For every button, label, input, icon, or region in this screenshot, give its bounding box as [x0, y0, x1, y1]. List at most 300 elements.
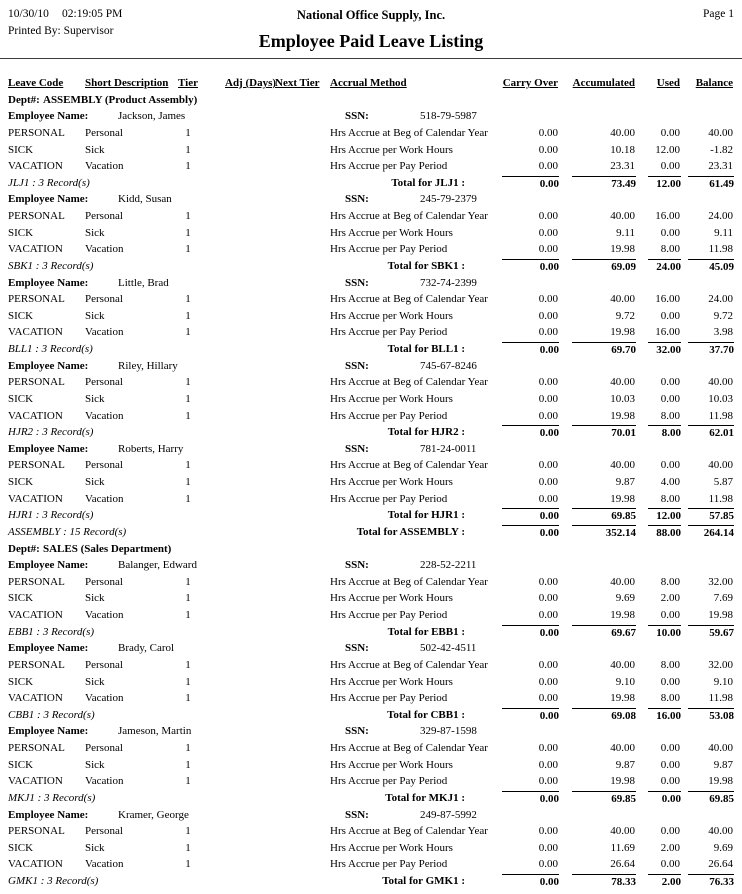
accrual-method: Hrs Accrue at Beg of Calendar Year [330, 210, 488, 222]
total-balance: 61.49 [688, 176, 734, 192]
total-carry-over: 0.00 [502, 425, 559, 441]
accumulated-value: 40.00 [610, 376, 635, 389]
accumulated-value: 26.64 [610, 858, 635, 871]
accrual-method: Hrs Accrue per Pay Period [330, 775, 448, 788]
header-gap [0, 59, 742, 76]
dept-total-row [0, 525, 742, 542]
dept-label: Dept#: [8, 93, 40, 106]
leave-code: SICK [8, 841, 34, 854]
leave-tier: 1 [185, 226, 191, 239]
employee-name: Brady, Carol [118, 642, 175, 655]
leave-code: PERSONAL [8, 293, 65, 306]
employee-row [0, 192, 742, 209]
total-balance: 264.14 [688, 525, 734, 541]
carry-over-value: 0.00 [538, 675, 558, 688]
leave-code: SICK [8, 476, 34, 488]
carry-over-value: 0.00 [538, 609, 558, 621]
accrual-method: Hrs Accrue per Work Hours [330, 758, 453, 771]
ssn-label: SSN: [345, 808, 369, 821]
accumulated-value: 19.98 [610, 609, 635, 621]
leave-row [0, 492, 742, 509]
leave-row [0, 675, 742, 692]
leave-code: SICK [8, 675, 34, 688]
leave-tier: 1 [185, 758, 191, 771]
leave-description: Vacation [85, 492, 124, 505]
total-balance: 53.08 [688, 708, 734, 724]
leave-row [0, 691, 742, 708]
accrual-method: Hrs Accrue per Work Hours [330, 476, 453, 488]
leave-tier: 1 [185, 210, 191, 222]
leave-code: SICK [8, 758, 34, 771]
employee-row [0, 641, 742, 658]
leave-row [0, 575, 742, 592]
carry-over-value: 0.00 [538, 476, 558, 488]
accrual-method: Hrs Accrue at Beg of Calendar Year [330, 126, 488, 139]
accumulated-value: 40.00 [610, 126, 635, 139]
balance-value: 40.00 [708, 126, 733, 139]
leave-description: Sick [85, 309, 105, 322]
used-value: 0.00 [660, 609, 680, 621]
balance-value: 40.00 [708, 459, 733, 472]
total-label: Total for JLJ1 : [391, 176, 465, 189]
leave-tier: 1 [185, 293, 191, 306]
balance-value: 24.00 [708, 210, 733, 222]
leave-row [0, 292, 742, 309]
ssn-value: 502-42-4511 [420, 642, 477, 655]
ssn-label: SSN: [345, 642, 369, 655]
used-value: 0.00 [660, 376, 680, 389]
balance-value: 3.98 [713, 326, 733, 339]
total-carry-over: 0.00 [502, 525, 559, 541]
page-number: Page 1 [703, 8, 734, 20]
accrual-method: Hrs Accrue at Beg of Calendar Year [330, 575, 488, 588]
employee-total-row [0, 708, 742, 725]
carry-over-value: 0.00 [538, 592, 558, 605]
total-carry-over: 0.00 [502, 874, 559, 890]
leave-description: Personal [85, 210, 123, 222]
carry-over-value: 0.00 [538, 126, 558, 139]
printed-by: Printed By: Supervisor [8, 25, 114, 37]
employee-name: Jameson, Martin [118, 725, 192, 738]
carry-over-value: 0.00 [538, 575, 558, 588]
total-balance: 37.70 [688, 342, 734, 358]
used-value: 0.00 [660, 309, 680, 322]
record-count-note: ASSEMBLY : 15 Record(s) [8, 525, 127, 538]
total-used: 12.00 [648, 508, 681, 524]
used-value: 0.00 [660, 160, 680, 173]
total-accumulated: 69.08 [572, 708, 636, 724]
used-value: 0.00 [660, 226, 680, 239]
carry-over-value: 0.00 [538, 226, 558, 239]
used-value: 0.00 [660, 392, 680, 405]
total-carry-over: 0.00 [502, 342, 559, 358]
leave-code: PERSONAL [8, 210, 65, 222]
employee-name-label: Employee Name: [8, 559, 89, 572]
leave-code: PERSONAL [8, 825, 65, 838]
leave-tier: 1 [185, 775, 191, 788]
total-accumulated: 70.01 [572, 425, 636, 441]
accumulated-value: 10.03 [610, 392, 635, 405]
total-accumulated: 69.09 [572, 259, 636, 275]
leave-code: PERSONAL [8, 575, 65, 588]
accrual-method: Hrs Accrue per Pay Period [330, 243, 448, 256]
leave-row [0, 824, 742, 841]
used-value: 0.00 [660, 742, 680, 754]
leave-tier: 1 [185, 858, 191, 871]
leave-tier: 1 [185, 476, 191, 488]
accrual-method: Hrs Accrue per Work Hours [330, 309, 453, 322]
total-label: Total for HJR1 : [387, 509, 465, 522]
total-used: 8.00 [648, 425, 681, 441]
leave-row [0, 741, 742, 758]
total-used: 88.00 [648, 525, 681, 541]
total-used: 24.00 [648, 259, 681, 275]
accrual-method: Hrs Accrue at Beg of Calendar Year [330, 742, 488, 754]
carry-over-value: 0.00 [538, 459, 558, 472]
leave-description: Personal [85, 825, 123, 838]
carry-over-value: 0.00 [538, 326, 558, 339]
carry-over-value: 0.00 [538, 825, 558, 838]
employee-row [0, 808, 742, 825]
employee-total-row [0, 259, 742, 276]
total-balance: 69.85 [688, 791, 734, 807]
leave-description: Personal [85, 459, 123, 472]
total-label: Total for CBB1 : [387, 708, 465, 721]
total-label: Total for HJR2 : [387, 426, 465, 439]
ssn-value: 518-79-5987 [420, 110, 477, 123]
accrual-method: Hrs Accrue per Pay Period [330, 409, 448, 422]
accrual-method: Hrs Accrue per Pay Period [330, 326, 448, 339]
leave-description: Sick [85, 392, 105, 405]
balance-value: 11.98 [708, 243, 733, 256]
leave-tier: 1 [185, 376, 191, 389]
ssn-label: SSN: [345, 193, 369, 206]
employee-name-label: Employee Name: [8, 442, 89, 455]
leave-tier: 1 [185, 742, 191, 754]
total-carry-over: 0.00 [502, 625, 559, 641]
accumulated-value: 19.98 [610, 692, 635, 705]
leave-row [0, 608, 742, 625]
accrual-method: Hrs Accrue per Work Hours [330, 841, 453, 854]
carry-over-value: 0.00 [538, 841, 558, 854]
leave-tier: 1 [185, 592, 191, 605]
used-value: 0.00 [660, 825, 680, 838]
carry-over-value: 0.00 [538, 309, 558, 322]
accumulated-value: 40.00 [610, 459, 635, 472]
leave-description: Vacation [85, 609, 124, 621]
leave-tier: 1 [185, 143, 191, 156]
leave-row [0, 159, 742, 176]
accrual-method: Hrs Accrue per Pay Period [330, 492, 448, 505]
leave-code: SICK [8, 226, 34, 239]
carry-over-value: 0.00 [538, 658, 558, 671]
total-accumulated: 69.85 [572, 508, 636, 524]
leave-row [0, 126, 742, 143]
col-next-tier: Next Tier [275, 77, 320, 89]
employee-total-row [0, 625, 742, 642]
col-adj-days: Adj (Days) [225, 77, 277, 89]
total-balance: 62.01 [688, 425, 734, 441]
accrual-method: Hrs Accrue per Work Hours [330, 392, 453, 405]
leave-code: VACATION [8, 858, 63, 871]
balance-value: 7.69 [713, 592, 733, 605]
total-label: Total for SBK1 : [387, 259, 465, 272]
accumulated-value: 40.00 [610, 825, 635, 838]
accumulated-value: 40.00 [610, 742, 635, 754]
ssn-value: 732-74-2399 [420, 276, 477, 289]
header-divider [0, 58, 742, 59]
employee-name: Little, Brad [118, 276, 169, 289]
total-accumulated: 73.49 [572, 176, 636, 192]
employee-name-label: Employee Name: [8, 276, 89, 289]
balance-value: 5.87 [713, 476, 733, 488]
col-accumulated: Accumulated [572, 77, 635, 89]
accrual-method: Hrs Accrue per Work Hours [330, 226, 453, 239]
accrual-method: Hrs Accrue per Work Hours [330, 143, 453, 156]
leave-row [0, 658, 742, 675]
balance-value: 9.72 [713, 309, 733, 322]
total-carry-over: 0.00 [502, 708, 559, 724]
leave-row [0, 242, 742, 259]
employee-row [0, 442, 742, 459]
leave-description: Sick [85, 675, 105, 688]
balance-value: 11.98 [708, 692, 733, 705]
leave-description: Sick [85, 841, 105, 854]
employee-row [0, 109, 742, 126]
print-date: 10/30/10 [8, 8, 49, 20]
total-balance: 59.67 [688, 625, 734, 641]
col-accrual-method: Accrual Method [330, 77, 407, 89]
leave-description: Vacation [85, 243, 124, 256]
accrual-method: Hrs Accrue at Beg of Calendar Year [330, 376, 488, 389]
used-value: 0.00 [660, 126, 680, 139]
leave-tier: 1 [185, 309, 191, 322]
carry-over-value: 0.00 [538, 160, 558, 173]
leave-tier: 1 [185, 841, 191, 854]
leave-code: VACATION [8, 409, 63, 422]
total-carry-over: 0.00 [502, 176, 559, 192]
total-used: 12.00 [648, 176, 681, 192]
used-value: 8.00 [660, 658, 680, 671]
leave-code: VACATION [8, 243, 63, 256]
record-count-note: HJR1 : 3 Record(s) [8, 509, 94, 522]
employee-total-row [0, 425, 742, 442]
leave-description: Vacation [85, 409, 124, 422]
employee-total-row [0, 874, 742, 891]
total-label: Total for EBB1 : [387, 625, 465, 638]
ssn-value: 329-87-1598 [420, 725, 477, 738]
balance-value: 11.98 [708, 492, 733, 505]
leave-description: Sick [85, 476, 105, 488]
leave-description: Sick [85, 143, 105, 156]
used-value: 0.00 [660, 775, 680, 788]
leave-description: Sick [85, 592, 105, 605]
leave-code: PERSONAL [8, 742, 65, 754]
accrual-method: Hrs Accrue per Pay Period [330, 858, 448, 871]
leave-description: Personal [85, 293, 123, 306]
leave-code: PERSONAL [8, 459, 65, 472]
carry-over-value: 0.00 [538, 243, 558, 256]
leave-row [0, 226, 742, 243]
leave-row [0, 392, 742, 409]
used-value: 8.00 [660, 492, 680, 505]
leave-row [0, 409, 742, 426]
balance-value: 9.10 [713, 675, 733, 688]
balance-value: -1.82 [710, 143, 733, 156]
dept-name: SALES (Sales Department) [43, 542, 172, 555]
used-value: 16.00 [655, 210, 680, 222]
leave-code: SICK [8, 592, 34, 605]
balance-value: 40.00 [708, 825, 733, 838]
leave-code: VACATION [8, 492, 63, 505]
balance-value: 11.98 [708, 409, 733, 422]
leave-tier: 1 [185, 492, 191, 505]
leave-description: Personal [85, 658, 123, 671]
employee-name-label: Employee Name: [8, 193, 89, 206]
accumulated-value: 9.87 [615, 758, 635, 771]
col-balance: Balance [695, 77, 733, 89]
accrual-method: Hrs Accrue per Work Hours [330, 675, 453, 688]
carry-over-value: 0.00 [538, 775, 558, 788]
accumulated-value: 40.00 [610, 293, 635, 306]
record-count-note: HJR2 : 3 Record(s) [8, 426, 94, 439]
report-title: Employee Paid Leave Listing [258, 31, 484, 51]
leave-description: Sick [85, 226, 105, 239]
total-label: Total for ASSEMBLY : [356, 525, 465, 538]
balance-value: 26.64 [708, 858, 733, 871]
leave-code: VACATION [8, 609, 63, 621]
total-balance: 76.33 [688, 874, 734, 890]
accumulated-value: 40.00 [610, 658, 635, 671]
col-used: Used [656, 77, 680, 89]
total-used: 16.00 [648, 708, 681, 724]
leave-code: VACATION [8, 326, 63, 339]
used-value: 0.00 [660, 459, 680, 472]
carry-over-value: 0.00 [538, 742, 558, 754]
ssn-label: SSN: [345, 559, 369, 572]
employee-row [0, 724, 742, 741]
used-value: 4.00 [660, 476, 680, 488]
employee-name-label: Employee Name: [8, 808, 89, 821]
report-header [0, 0, 742, 59]
used-value: 16.00 [655, 326, 680, 339]
leave-description: Vacation [85, 692, 124, 705]
leave-tier: 1 [185, 409, 191, 422]
employee-total-row [0, 176, 742, 193]
used-value: 8.00 [660, 575, 680, 588]
balance-value: 23.31 [708, 160, 733, 173]
leave-description: Personal [85, 742, 123, 754]
used-value: 0.00 [660, 675, 680, 688]
used-value: 16.00 [655, 293, 680, 306]
accumulated-value: 9.72 [615, 309, 635, 322]
total-label: Total for GMK1 : [382, 875, 465, 887]
employee-name: Kramer, George [118, 808, 189, 821]
dept-row [0, 542, 742, 559]
carry-over-value: 0.00 [538, 392, 558, 405]
total-accumulated: 69.67 [572, 625, 636, 641]
accrual-method: Hrs Accrue at Beg of Calendar Year [330, 459, 488, 472]
total-accumulated: 78.33 [572, 874, 636, 890]
leave-row [0, 143, 742, 160]
leave-row [0, 591, 742, 608]
employee-name-label: Employee Name: [8, 725, 89, 738]
ssn-value: 245-79-2379 [420, 193, 477, 206]
used-value: 2.00 [660, 841, 680, 854]
dept-label: Dept#: [8, 542, 40, 555]
employee-name-label: Employee Name: [8, 110, 89, 123]
accrual-method: Hrs Accrue at Beg of Calendar Year [330, 293, 488, 306]
ssn-label: SSN: [345, 359, 369, 372]
record-count-note: MKJ1 : 3 Record(s) [8, 791, 96, 804]
record-count-note: CBB1 : 3 Record(s) [8, 708, 95, 721]
total-accumulated: 69.70 [572, 342, 636, 358]
balance-value: 10.03 [708, 392, 733, 405]
leave-code: SICK [8, 392, 34, 405]
accumulated-value: 9.87 [615, 476, 635, 488]
employee-row [0, 276, 742, 293]
employee-name: Roberts, Harry [118, 442, 184, 455]
leave-tier: 1 [185, 160, 191, 173]
leave-description: Personal [85, 376, 123, 389]
dept-row [0, 93, 742, 110]
leave-tier: 1 [185, 825, 191, 838]
used-value: 0.00 [660, 758, 680, 771]
accumulated-value: 9.11 [616, 226, 635, 239]
ssn-value: 228-52-2211 [420, 559, 477, 572]
used-value: 8.00 [660, 692, 680, 705]
col-short-description: Short Description [85, 77, 169, 89]
leave-row [0, 209, 742, 226]
ssn-label: SSN: [345, 725, 369, 738]
accumulated-value: 19.98 [610, 243, 635, 256]
accrual-method: Hrs Accrue per Pay Period [330, 692, 448, 705]
col-leave-code: Leave Code [8, 77, 64, 89]
accumulated-value: 19.98 [610, 775, 635, 788]
accrual-method: Hrs Accrue per Pay Period [330, 609, 448, 621]
total-used: 10.00 [648, 625, 681, 641]
accrual-method: Hrs Accrue per Pay Period [330, 160, 448, 173]
carry-over-value: 0.00 [538, 758, 558, 771]
leave-row [0, 857, 742, 874]
accumulated-value: 19.98 [610, 326, 635, 339]
leave-tier: 1 [185, 459, 191, 472]
total-label: Total for BLL1 : [387, 343, 465, 355]
leave-code: VACATION [8, 775, 63, 788]
record-count-note: SBK1 : 3 Record(s) [8, 259, 94, 272]
ssn-value: 745-67-8246 [420, 359, 477, 372]
leave-row [0, 309, 742, 326]
employee-name: Riley, Hillary [118, 359, 178, 372]
leave-tier: 1 [185, 243, 191, 256]
total-label: Total for MKJ1 : [385, 791, 465, 804]
leave-description: Personal [85, 126, 123, 139]
leave-tier: 1 [185, 575, 191, 588]
ssn-value: 249-87-5992 [420, 808, 477, 821]
accumulated-value: 40.00 [610, 575, 635, 588]
ssn-label: SSN: [345, 442, 369, 455]
column-header-row [0, 76, 742, 93]
leave-tier: 1 [185, 609, 191, 621]
leave-row [0, 774, 742, 791]
leave-row [0, 458, 742, 475]
leave-tier: 1 [185, 326, 191, 339]
total-used: 32.00 [648, 342, 681, 358]
employee-total-row [0, 791, 742, 808]
leave-tier: 1 [185, 692, 191, 705]
ssn-label: SSN: [345, 276, 369, 289]
balance-value: 32.00 [708, 658, 733, 671]
